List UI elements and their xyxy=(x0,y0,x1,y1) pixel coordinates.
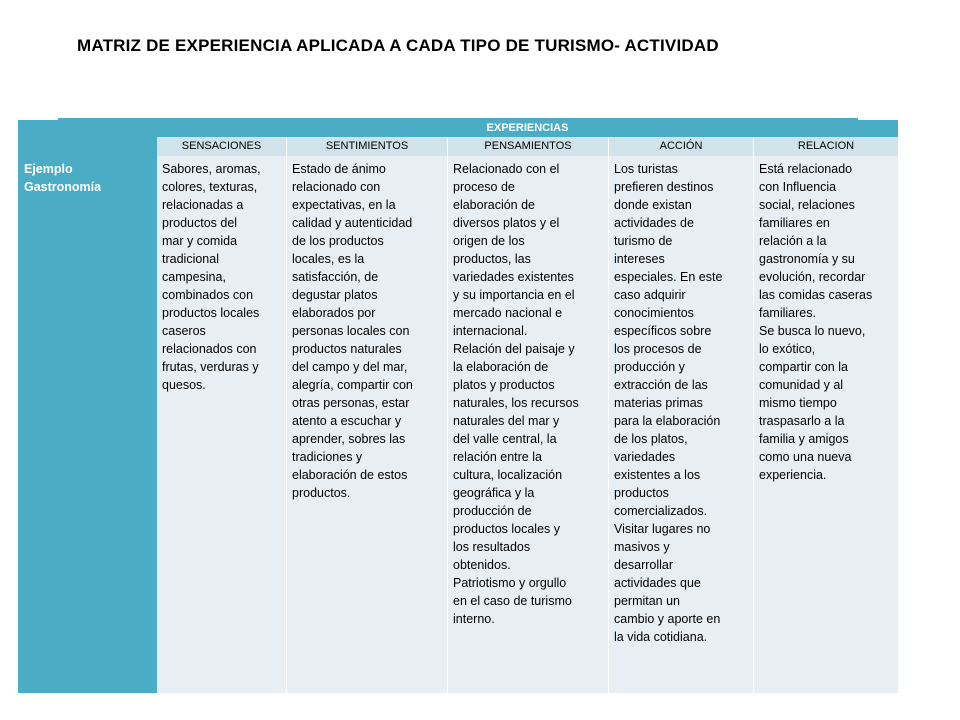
page-title: MATRIZ DE EXPERIENCIA APLICADA A CADA TIPO DE TURISMO- ACTIVIDAD xyxy=(77,36,719,55)
cell-accion: Los turistas prefieren destinos donde existan actividades de turismo de intereses especiales. En este caso adquirir conocimientos específicos sobre los procesos de producción y extracción de las materias primas para la elaboración de los platos, variedades existentes a los productos comercializados. Visitar lugares no masivos y desarrollar actividades que permitan un cambio y aporte en la vida cotidiana. xyxy=(609,156,754,693)
cell-sentimientos: Estado de ánimo relacionado con expectativas, en la calidad y autenticidad de los productos locales, es la satisfacción, de degustar platos elaborados por personas locales con productos naturales del campo y del mar, alegría, compartir con otras personas, estar atento a escuchar y aprender, sobres las tradiciones y elaboración de estos productos. xyxy=(287,156,448,693)
experience-matrix-table xyxy=(18,118,898,693)
experiencias-group-header: EXPERIENCIAS xyxy=(157,120,898,137)
table-corner-cell xyxy=(18,120,157,156)
column-header-pensamientos: PENSAMIENTOS xyxy=(448,137,609,156)
cell-relacion: Está relacionado con Influencia social, relaciones familiares en relación a la gastronomía y su evolución, recordar las comidas caseras familiares. Se busca lo nuevo, lo exótico, compartir con la comunidad y al mismo tiempo traspasarlo a la familia y amigos como una nueva experiencia. xyxy=(754,156,898,693)
cell-pensamientos: Relacionado con el proceso de elaboración de diversos platos y el origen de los productos, las variedades existentes y su importancia en el mercado nacional e internacional. Relación del paisaje y la elaboración de platos y productos naturales, los recursos naturales del mar y del valle central, la relación entre la cultura, localización geográfica y la producción de productos locales y los resultados obtenidos. Patriotismo y orgullo en el caso de turismo interno. xyxy=(448,156,609,693)
row-label-ejemplo-gastronomia xyxy=(18,156,157,693)
table-row xyxy=(157,156,898,693)
cell-sensaciones: Sabores, aromas, colores, texturas, relacionadas a productos del mar y comida tradicional campesina, combinados con productos locales caseros relacionados con frutas, verduras y quesos. xyxy=(157,156,287,693)
row-label-text: Ejemplo Gastronomía xyxy=(24,162,102,194)
column-header-sentimientos: SENTIMIENTOS xyxy=(287,137,448,156)
column-header-sensaciones: SENSACIONES xyxy=(157,137,287,156)
column-header-relacion: RELACION xyxy=(754,137,898,156)
column-header-row xyxy=(157,137,898,156)
column-header-accion: ACCIÓN xyxy=(609,137,754,156)
